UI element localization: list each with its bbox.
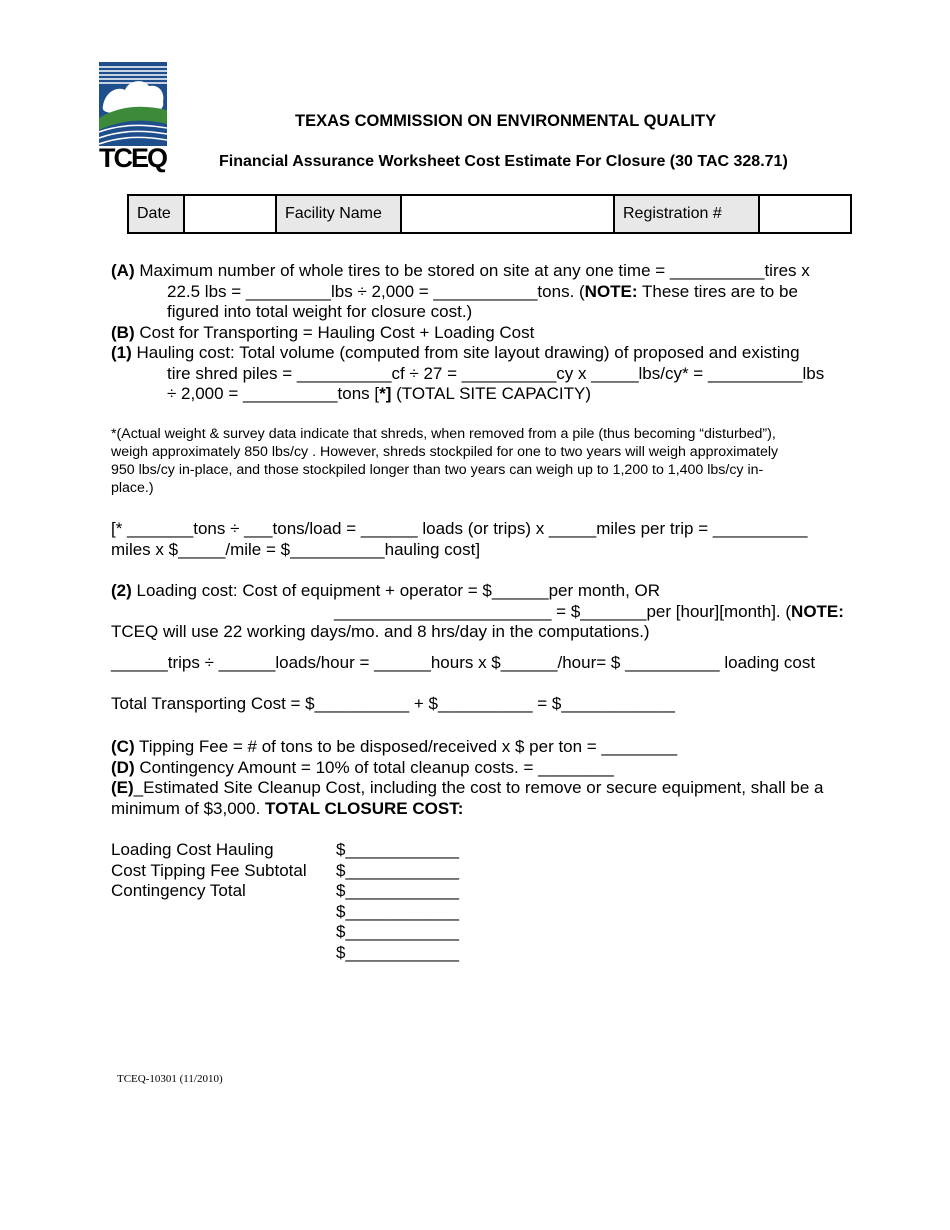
summary-amount-field[interactable]: $____________	[336, 881, 459, 900]
section-b-line: Cost for Transporting = Hauling Cost + Loading Cost	[134, 322, 535, 342]
page-title: Financial Assurance Worksheet Cost Estimate For Closure (30 TAC 328.71)	[219, 153, 788, 170]
header-fields-table	[127, 194, 852, 234]
facility-name-label: Facility Name	[276, 195, 401, 233]
summary-label: Cost Tipping Fee Subtotal	[111, 860, 307, 880]
total-transporting-cost: Total Transporting Cost = $__________ + $__________ = $____________	[111, 694, 675, 713]
section-c-tag: (C)	[111, 737, 135, 756]
section-a-line2a: 22.5 lbs = _________lbs ÷ 2,000 = ___________tons. (	[167, 281, 585, 301]
hauling-line2: tire shred piles = __________cf ÷ 27 = __________cy x _____lbs/cy* = __________lbs	[167, 363, 825, 383]
summary-label: Loading Cost Hauling	[111, 840, 274, 859]
hauling-star: *]	[379, 384, 392, 403]
summary-labels	[111, 840, 307, 902]
footnote-line: weigh approximately 850 lbs/cy . However, shreds stockpiled for one to two years will weigh approximately	[111, 444, 779, 460]
calc-line: miles x $_____/mile = $__________hauling cost]	[111, 539, 481, 559]
section-d-tag: (D)	[111, 757, 135, 777]
section-e-line2: minimum of $3,000.	[111, 798, 266, 818]
summary-amounts	[336, 840, 459, 963]
note-label: NOTE:	[791, 601, 844, 621]
form-id: TCEQ-10301 (11/2010)	[117, 1073, 223, 1085]
summary-amount-field[interactable]: $____________	[336, 922, 459, 941]
summary-amount-field[interactable]: $____________	[336, 840, 459, 859]
section-c-line: Tipping Fee = # of tons to be disposed/received x $ per ton = ________	[134, 737, 678, 756]
footnote-line: 950 lbs/cy in-place, and those stockpiled longer than two years can weigh up to 1,200 to 1,400 lbs/cy in-	[111, 462, 764, 478]
summary-amount-field[interactable]: $____________	[336, 901, 459, 921]
date-label: Date	[128, 195, 184, 233]
section-d-line: Contingency Amount = 10% of total cleanup costs. = ________	[134, 757, 614, 777]
loading-line2: _______________________ = $_______per [hour][month]. (	[334, 601, 792, 621]
date-field[interactable]	[184, 195, 276, 233]
facility-name-field[interactable]	[401, 195, 614, 233]
hauling-line3a: ÷ 2,000 = __________tons [	[167, 384, 380, 403]
section-e-line1: _Estimated Site Cleanup Cost, including the cost to remove or secure equipment, shall be a	[133, 778, 824, 797]
summary-amount-field[interactable]: $____________	[336, 860, 459, 880]
registration-field[interactable]	[759, 195, 851, 233]
agency-name: TEXAS COMMISSION ON ENVIRONMENTAL QUALITY	[295, 112, 717, 130]
loading-line1: Loading cost: Cost of equipment + operator = $______per month, OR	[131, 581, 661, 600]
section-a	[111, 261, 871, 405]
loading-tag: (2)	[111, 581, 132, 600]
section-a-line2b: These tires are to be	[637, 281, 798, 301]
hauling-calculation	[111, 519, 871, 560]
shred-weight-footnote	[111, 425, 871, 497]
hauling-tag: (1)	[111, 343, 132, 362]
section-a-tag: (A)	[111, 261, 135, 280]
footnote-line: place.)	[111, 480, 154, 496]
loading-cost-section	[111, 581, 871, 643]
summary-label: Contingency Total	[111, 881, 246, 900]
section-e-tag: (E)	[111, 778, 134, 797]
footnote-line: *(Actual weight & survey data indicate that shreds, when removed from a pile (thus becoming “disturbed”),	[111, 426, 776, 442]
trips-calculation: ______trips ÷ ______loads/hour = ______hours x $______/hour= $ __________ loading cost	[111, 653, 816, 672]
summary-amount-field[interactable]: $____________	[336, 942, 459, 962]
sections-c-d-e	[111, 737, 871, 819]
section-a-line3: figured into total weight for closure cost.)	[167, 302, 473, 321]
note-label: NOTE:	[584, 281, 638, 301]
registration-label: Registration #	[614, 195, 759, 233]
total-closure-cost-label: TOTAL CLOSURE COST:	[265, 798, 464, 818]
section-a-line1: Maximum number of whole tires to be stored on site at any one time = __________tires x	[134, 261, 810, 280]
logo-wordmark: TCEQ	[99, 143, 167, 173]
hauling-line1: Hauling cost: Total volume (computed from site layout drawing) of proposed and existing	[131, 343, 800, 362]
hauling-line3b: (TOTAL SITE CAPACITY)	[391, 384, 591, 403]
section-b-tag: (B)	[111, 322, 135, 342]
calc-line: [* _______tons ÷ ___tons/load = ______ loads (or trips) x _____miles per trip = __________	[111, 519, 808, 538]
loading-line3: TCEQ will use 22 working days/mo. and 8 hrs/day in the computations.)	[111, 622, 650, 641]
